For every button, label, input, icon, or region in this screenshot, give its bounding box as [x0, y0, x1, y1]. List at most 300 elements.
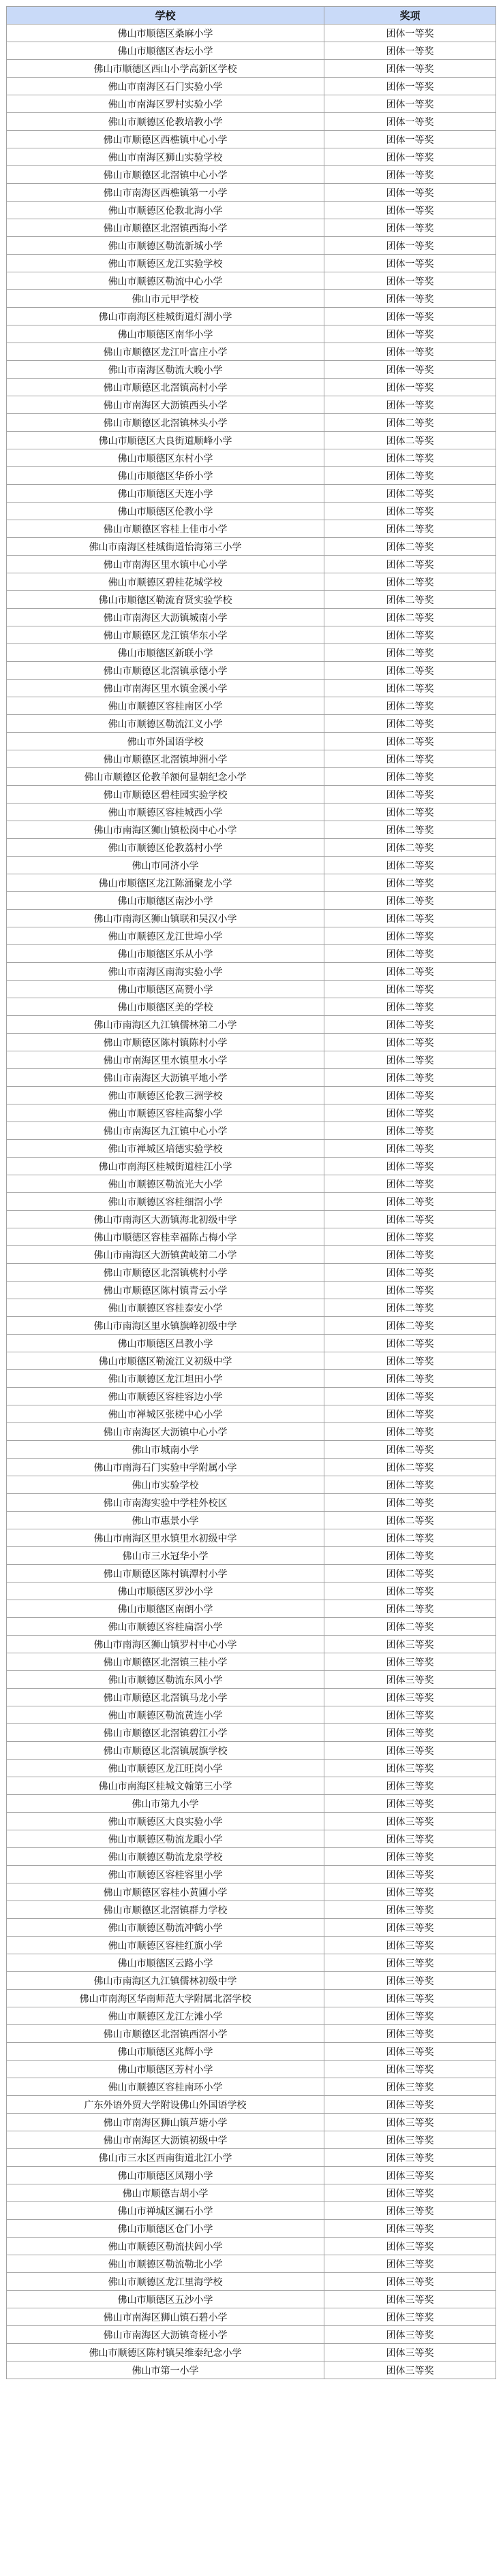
table-row	[7, 821, 496, 839]
award-cell: 团体一等奖	[324, 255, 496, 272]
school-name-cell: 佛山市顺德区容桂红旗小学	[7, 1937, 324, 1954]
table-row	[7, 503, 496, 520]
table-row	[7, 626, 496, 644]
award-cell: 团体二等奖	[324, 786, 496, 804]
school-name-cell: 佛山市禅城区张槎中心小学	[7, 1405, 324, 1423]
award-cell: 团体三等奖	[324, 2255, 496, 2273]
school-name-cell: 佛山市南海区罗村实验小学	[7, 95, 324, 113]
award-cell: 团体三等奖	[324, 2362, 496, 2379]
school-name-cell: 佛山市城南小学	[7, 1441, 324, 1459]
award-cell: 团体一等奖	[324, 184, 496, 202]
award-cell: 团体二等奖	[324, 1529, 496, 1547]
table-row	[7, 1583, 496, 1600]
table-row	[7, 1211, 496, 1228]
school-name-cell: 佛山市南海实验中学桂外校区	[7, 1494, 324, 1512]
school-name-cell: 佛山市顺德区陈村镇陈村小学	[7, 1034, 324, 1051]
school-name-cell: 佛山市南海区九江镇儒林初级中学	[7, 1972, 324, 1990]
table-row	[7, 78, 496, 95]
school-name-cell: 佛山市顺德区华侨小学	[7, 467, 324, 485]
award-cell: 团体三等奖	[324, 1990, 496, 2007]
award-cell: 团体三等奖	[324, 1724, 496, 1742]
table-row	[7, 1742, 496, 1760]
school-name-cell: 佛山市顺德区勒流龙眼小学	[7, 1830, 324, 1848]
school-name-cell: 佛山市顺德区新联小学	[7, 644, 324, 662]
award-cell: 团体三等奖	[324, 2167, 496, 2184]
table-row	[7, 733, 496, 750]
table-row	[7, 2149, 496, 2167]
award-cell: 团体三等奖	[324, 1866, 496, 1883]
table-row	[7, 2344, 496, 2362]
award-cell: 团体一等奖	[324, 131, 496, 148]
table-row	[7, 1866, 496, 1883]
table-row	[7, 804, 496, 821]
table-row	[7, 2025, 496, 2043]
award-cell: 团体一等奖	[324, 237, 496, 255]
table-row	[7, 1689, 496, 1706]
table-row	[7, 1441, 496, 1459]
table-row	[7, 1706, 496, 1724]
award-cell: 团体一等奖	[324, 60, 496, 78]
award-cell: 团体二等奖	[324, 1547, 496, 1565]
table-row	[7, 1618, 496, 1636]
school-name-cell: 佛山市顺德区碧桂园实验学校	[7, 786, 324, 804]
header-school: 学校	[7, 7, 324, 25]
table-row	[7, 2255, 496, 2273]
award-cell: 团体二等奖	[324, 1158, 496, 1175]
table-row	[7, 449, 496, 467]
school-name-cell: 佛山市南海区勒流大晚小学	[7, 361, 324, 379]
awards-table	[6, 6, 496, 2379]
school-name-cell: 佛山市顺德区龙江里海学校	[7, 2273, 324, 2291]
award-cell: 团体一等奖	[324, 379, 496, 396]
table-row	[7, 2061, 496, 2078]
award-cell: 团体三等奖	[324, 1777, 496, 1795]
school-name-cell: 佛山市惠景小学	[7, 1512, 324, 1529]
table-row	[7, 768, 496, 786]
school-name-cell: 佛山市南海区南海实验小学	[7, 963, 324, 981]
award-cell: 团体二等奖	[324, 1016, 496, 1034]
award-cell: 团体二等奖	[324, 910, 496, 927]
school-name-cell: 佛山市顺德区容桂细滘小学	[7, 1193, 324, 1211]
school-name-cell: 佛山市顺德区勒流龙泉学校	[7, 1848, 324, 1866]
school-name-cell: 佛山市顺德区昌教小学	[7, 1335, 324, 1352]
table-row	[7, 272, 496, 290]
table-row	[7, 1051, 496, 1069]
award-cell: 团体二等奖	[324, 1104, 496, 1122]
school-name-cell: 佛山市南海区狮山镇芦塘小学	[7, 2114, 324, 2131]
school-name-cell: 佛山市顺德区容桂南区小学	[7, 697, 324, 715]
table-row	[7, 892, 496, 910]
table-row	[7, 361, 496, 379]
table-row	[7, 184, 496, 202]
school-name-cell: 佛山市顺德区凤翔小学	[7, 2167, 324, 2184]
award-cell: 团体二等奖	[324, 432, 496, 449]
school-name-cell: 佛山市顺德区美的学校	[7, 998, 324, 1016]
award-cell: 团体三等奖	[324, 2220, 496, 2238]
award-cell: 团体三等奖	[324, 1636, 496, 1653]
table-row	[7, 1565, 496, 1583]
award-cell: 团体二等奖	[324, 680, 496, 697]
table-row	[7, 1990, 496, 2007]
school-name-cell: 佛山市顺德区伦教培教小学	[7, 113, 324, 131]
table-row	[7, 2007, 496, 2025]
table-row	[7, 591, 496, 609]
school-name-cell: 佛山市顺德区容桂小黄圃小学	[7, 1883, 324, 1901]
table-row	[7, 2131, 496, 2149]
award-cell: 团体三等奖	[324, 1919, 496, 1937]
table-body	[7, 25, 496, 2379]
school-name-cell: 佛山市南海区大沥镇奇槎小学	[7, 2326, 324, 2344]
award-cell: 团体二等奖	[324, 503, 496, 520]
award-cell: 团体二等奖	[324, 1459, 496, 1476]
school-name-cell: 佛山市顺德区罗沙小学	[7, 1583, 324, 1600]
table-row	[7, 945, 496, 963]
table-row	[7, 1937, 496, 1954]
table-row	[7, 1034, 496, 1051]
school-name-cell: 佛山市顺德区龙江坦田小学	[7, 1370, 324, 1388]
table-row	[7, 963, 496, 981]
school-name-cell: 佛山市顺德区高赞小学	[7, 981, 324, 998]
school-name-cell: 佛山市顺德区大良街道顺峰小学	[7, 432, 324, 449]
school-name-cell: 佛山市顺德区北滘镇三桂小学	[7, 1653, 324, 1671]
school-name-cell: 佛山市顺德区兆辉小学	[7, 2043, 324, 2061]
school-name-cell: 佛山市三水冠华小学	[7, 1547, 324, 1565]
school-name-cell: 佛山市顺德区龙江实验学校	[7, 255, 324, 272]
award-cell: 团体二等奖	[324, 1034, 496, 1051]
award-cell: 团体二等奖	[324, 1246, 496, 1264]
school-name-cell: 佛山市顺德区龙江左滩小学	[7, 2007, 324, 2025]
award-cell: 团体二等奖	[324, 1122, 496, 1140]
table-row	[7, 1529, 496, 1547]
school-name-cell: 佛山市顺德区勒流东风小学	[7, 1671, 324, 1689]
table-row	[7, 556, 496, 573]
table-row	[7, 1405, 496, 1423]
award-cell: 团体二等奖	[324, 485, 496, 503]
table-row	[7, 2184, 496, 2202]
award-cell: 团体一等奖	[324, 325, 496, 343]
award-cell: 团体二等奖	[324, 874, 496, 892]
award-cell: 团体二等奖	[324, 715, 496, 733]
school-name-cell: 佛山市顺德区北滘镇中心小学	[7, 166, 324, 184]
table-row	[7, 1901, 496, 1919]
table-row	[7, 1016, 496, 1034]
award-cell: 团体三等奖	[324, 1760, 496, 1777]
award-cell: 团体三等奖	[324, 2326, 496, 2344]
school-name-cell: 佛山市顺德区西樵镇中心小学	[7, 131, 324, 148]
table-row	[7, 662, 496, 680]
table-row	[7, 237, 496, 255]
table-row	[7, 1795, 496, 1813]
school-name-cell: 佛山市顺德区容桂容里小学	[7, 1866, 324, 1883]
award-cell: 团体一等奖	[324, 148, 496, 166]
award-cell: 团体二等奖	[324, 556, 496, 573]
award-cell: 团体二等奖	[324, 1335, 496, 1352]
table-row	[7, 1476, 496, 1494]
award-cell: 团体二等奖	[324, 1618, 496, 1636]
school-name-cell: 佛山市顺德区五沙小学	[7, 2291, 324, 2308]
table-row	[7, 2114, 496, 2131]
school-name-cell: 佛山市南海石门实验中学附属小学	[7, 1459, 324, 1476]
table-row	[7, 1193, 496, 1211]
award-cell: 团体一等奖	[324, 25, 496, 42]
table-row	[7, 219, 496, 237]
award-cell: 团体二等奖	[324, 1228, 496, 1246]
table-row	[7, 290, 496, 308]
table-row	[7, 2291, 496, 2308]
school-name-cell: 佛山市南海区西樵镇第一小学	[7, 184, 324, 202]
school-name-cell: 佛山市顺德区北滘镇群力学校	[7, 1901, 324, 1919]
table-row	[7, 750, 496, 768]
award-cell: 团体二等奖	[324, 1282, 496, 1299]
school-name-cell: 佛山市第一小学	[7, 2362, 324, 2379]
table-row	[7, 2220, 496, 2238]
award-cell: 团体二等奖	[324, 414, 496, 432]
school-name-cell: 佛山市顺德区容桂高黎小学	[7, 1104, 324, 1122]
table-row	[7, 697, 496, 715]
table-row	[7, 485, 496, 503]
award-cell: 团体二等奖	[324, 981, 496, 998]
table-row	[7, 343, 496, 361]
school-name-cell: 佛山市南海区九江镇儒林第二小学	[7, 1016, 324, 1034]
school-name-cell: 佛山市顺德区容桂城西小学	[7, 804, 324, 821]
school-name-cell: 佛山市南海区狮山镇石碧小学	[7, 2308, 324, 2326]
award-cell: 团体一等奖	[324, 78, 496, 95]
school-name-cell: 佛山市顺德区龙江陈涌聚龙小学	[7, 874, 324, 892]
table-row	[7, 1724, 496, 1742]
award-cell: 团体三等奖	[324, 2007, 496, 2025]
header-row	[7, 7, 496, 25]
table-row	[7, 538, 496, 556]
table-row	[7, 1919, 496, 1937]
school-name-cell: 佛山市顺德区北滘镇坤洲小学	[7, 750, 324, 768]
table-row	[7, 1830, 496, 1848]
table-row	[7, 1175, 496, 1193]
table-row	[7, 432, 496, 449]
school-name-cell: 佛山市顺德区桑麻小学	[7, 25, 324, 42]
award-cell: 团体二等奖	[324, 1600, 496, 1618]
table-row	[7, 1104, 496, 1122]
award-cell: 团体二等奖	[324, 1405, 496, 1423]
school-name-cell: 佛山市南海区大沥镇平地小学	[7, 1069, 324, 1087]
award-cell: 团体二等奖	[324, 573, 496, 591]
school-name-cell: 佛山市顺德区勒流勒北小学	[7, 2255, 324, 2273]
table-row	[7, 874, 496, 892]
table-row	[7, 1264, 496, 1282]
award-cell: 团体二等奖	[324, 804, 496, 821]
school-name-cell: 佛山市顺德区勒流江义小学	[7, 715, 324, 733]
award-cell: 团体三等奖	[324, 2344, 496, 2362]
school-name-cell: 佛山市禅城区澜石小学	[7, 2202, 324, 2220]
table-row	[7, 910, 496, 927]
school-name-cell: 佛山市南海区大沥镇黄岐第二小学	[7, 1246, 324, 1264]
award-cell: 团体一等奖	[324, 202, 496, 219]
award-cell: 团体二等奖	[324, 768, 496, 786]
award-cell: 团体二等奖	[324, 697, 496, 715]
table-row	[7, 981, 496, 998]
school-name-cell: 佛山市南海区大沥镇海北初级中学	[7, 1211, 324, 1228]
table-row	[7, 95, 496, 113]
school-name-cell: 佛山市顺德区容桂上佳市小学	[7, 520, 324, 538]
table-row	[7, 2308, 496, 2326]
table-row	[7, 2238, 496, 2255]
award-cell: 团体三等奖	[324, 1937, 496, 1954]
award-cell: 团体三等奖	[324, 2114, 496, 2131]
table-row	[7, 715, 496, 733]
school-name-cell: 佛山市顺德区西山小学高新区学校	[7, 60, 324, 78]
table-row	[7, 2043, 496, 2061]
table-row	[7, 1848, 496, 1866]
award-cell: 团体三等奖	[324, 1813, 496, 1830]
school-name-cell: 佛山市南海区狮山镇联和吴汉小学	[7, 910, 324, 927]
award-cell: 团体三等奖	[324, 1883, 496, 1901]
school-name-cell: 佛山市顺德区天连小学	[7, 485, 324, 503]
table-row	[7, 1653, 496, 1671]
award-cell: 团体二等奖	[324, 1193, 496, 1211]
table-row	[7, 839, 496, 857]
award-cell: 团体二等奖	[324, 750, 496, 768]
school-name-cell: 佛山市外国语学校	[7, 733, 324, 750]
school-name-cell: 佛山市顺德区北滘镇碧江小学	[7, 1724, 324, 1742]
table-row	[7, 2167, 496, 2184]
table-row	[7, 1636, 496, 1653]
school-name-cell: 佛山市南海区里水镇里水初级中学	[7, 1529, 324, 1547]
table-row	[7, 573, 496, 591]
award-cell: 团体二等奖	[324, 1494, 496, 1512]
award-cell: 团体一等奖	[324, 361, 496, 379]
school-name-cell: 佛山市南海区大沥镇城南小学	[7, 609, 324, 626]
school-name-cell: 佛山市南海区大沥镇西头小学	[7, 396, 324, 414]
table-row	[7, 1122, 496, 1140]
award-cell: 团体三等奖	[324, 2308, 496, 2326]
table-row	[7, 467, 496, 485]
school-name-cell: 佛山市南海区桂城文翰第三小学	[7, 1777, 324, 1795]
school-name-cell: 佛山市南海区桂城街道怡海第三小学	[7, 538, 324, 556]
award-cell: 团体三等奖	[324, 2061, 496, 2078]
school-name-cell: 佛山市南海区狮山实验学校	[7, 148, 324, 166]
award-cell: 团体二等奖	[324, 927, 496, 945]
table-row	[7, 857, 496, 874]
table-row	[7, 1246, 496, 1264]
school-name-cell: 佛山市顺德区南朗小学	[7, 1600, 324, 1618]
table-row	[7, 644, 496, 662]
table-row	[7, 2078, 496, 2096]
table-row	[7, 1954, 496, 1972]
school-name-cell: 佛山市顺德区容桂泰安小学	[7, 1299, 324, 1317]
school-name-cell: 佛山市顺德区勒流冲鹤小学	[7, 1919, 324, 1937]
school-name-cell: 佛山市南海区华南师范大学附属北滘学校	[7, 1990, 324, 2007]
award-cell: 团体二等奖	[324, 1299, 496, 1317]
award-cell: 团体三等奖	[324, 1848, 496, 1866]
award-cell: 团体三等奖	[324, 2238, 496, 2255]
award-cell: 团体一等奖	[324, 272, 496, 290]
table-row	[7, 1459, 496, 1476]
school-name-cell: 佛山市顺德区北滘镇西滘小学	[7, 2025, 324, 2043]
table-row	[7, 1299, 496, 1317]
table-row	[7, 1335, 496, 1352]
award-cell: 团体二等奖	[324, 1317, 496, 1335]
award-cell: 团体二等奖	[324, 892, 496, 910]
award-cell: 团体一等奖	[324, 308, 496, 325]
school-name-cell: 佛山市顺德区乐从小学	[7, 945, 324, 963]
school-name-cell: 佛山市实验学校	[7, 1476, 324, 1494]
school-name-cell: 佛山市第九小学	[7, 1795, 324, 1813]
award-cell: 团体一等奖	[324, 396, 496, 414]
table-row	[7, 113, 496, 131]
award-cell: 团体三等奖	[324, 1901, 496, 1919]
school-name-cell: 佛山市顺德区北滘镇高村小学	[7, 379, 324, 396]
award-cell: 团体三等奖	[324, 1795, 496, 1813]
table-row	[7, 1883, 496, 1901]
table-row	[7, 2273, 496, 2291]
table-row	[7, 1317, 496, 1335]
table-row	[7, 998, 496, 1016]
award-cell: 团体二等奖	[324, 449, 496, 467]
award-cell: 团体二等奖	[324, 963, 496, 981]
award-cell: 团体三等奖	[324, 1653, 496, 1671]
school-name-cell: 佛山市顺德区北滘镇展旗学校	[7, 1742, 324, 1760]
award-cell: 团体二等奖	[324, 662, 496, 680]
award-cell: 团体一等奖	[324, 113, 496, 131]
table-row	[7, 1777, 496, 1795]
school-name-cell: 佛山市顺德区容桂南环小学	[7, 2078, 324, 2096]
award-cell: 团体二等奖	[324, 1388, 496, 1405]
award-cell: 团体二等奖	[324, 857, 496, 874]
award-cell: 团体二等奖	[324, 1069, 496, 1087]
award-cell: 团体三等奖	[324, 1671, 496, 1689]
table-row	[7, 786, 496, 804]
award-cell: 团体二等奖	[324, 1087, 496, 1104]
award-cell: 团体二等奖	[324, 520, 496, 538]
table-row	[7, 25, 496, 42]
award-cell: 团体一等奖	[324, 343, 496, 361]
award-cell: 团体三等奖	[324, 2096, 496, 2114]
award-cell: 团体一等奖	[324, 42, 496, 60]
school-name-cell: 佛山市顺德区陈村镇吴维泰纪念小学	[7, 2344, 324, 2362]
award-cell: 团体三等奖	[324, 1972, 496, 1990]
award-cell: 团体二等奖	[324, 1140, 496, 1158]
table-row	[7, 166, 496, 184]
table-row	[7, 148, 496, 166]
table-row	[7, 1760, 496, 1777]
school-name-cell: 佛山市南海区狮山镇松岗中心小学	[7, 821, 324, 839]
award-cell: 团体二等奖	[324, 467, 496, 485]
award-cell: 团体二等奖	[324, 1423, 496, 1441]
award-cell: 团体三等奖	[324, 2025, 496, 2043]
award-cell: 团体二等奖	[324, 839, 496, 857]
award-cell: 团体二等奖	[324, 644, 496, 662]
school-name-cell: 佛山市顺德区南沙小学	[7, 892, 324, 910]
award-cell: 团体三等奖	[324, 2131, 496, 2149]
table-row	[7, 2326, 496, 2344]
school-name-cell: 佛山市顺德区勒流扶闾小学	[7, 2238, 324, 2255]
table-row	[7, 1158, 496, 1175]
school-name-cell: 佛山市顺德区龙江镇华东小学	[7, 626, 324, 644]
school-name-cell: 佛山市顺德区勒流黄连小学	[7, 1706, 324, 1724]
award-cell: 团体二等奖	[324, 1565, 496, 1583]
award-cell: 团体一等奖	[324, 95, 496, 113]
award-cell: 团体三等奖	[324, 1954, 496, 1972]
table-row	[7, 1370, 496, 1388]
table-row	[7, 609, 496, 626]
school-name-cell: 佛山市顺德吉胡小学	[7, 2184, 324, 2202]
school-name-cell: 佛山市顺德区容桂幸福陈占梅小学	[7, 1228, 324, 1246]
table-row	[7, 1972, 496, 1990]
school-name-cell: 广东外语外贸大学附设佛山外国语学校	[7, 2096, 324, 2114]
school-name-cell: 佛山市顺德区龙江世埠小学	[7, 927, 324, 945]
school-name-cell: 佛山市顺德区北滘镇承德小学	[7, 662, 324, 680]
table-row	[7, 1087, 496, 1104]
table-row	[7, 60, 496, 78]
